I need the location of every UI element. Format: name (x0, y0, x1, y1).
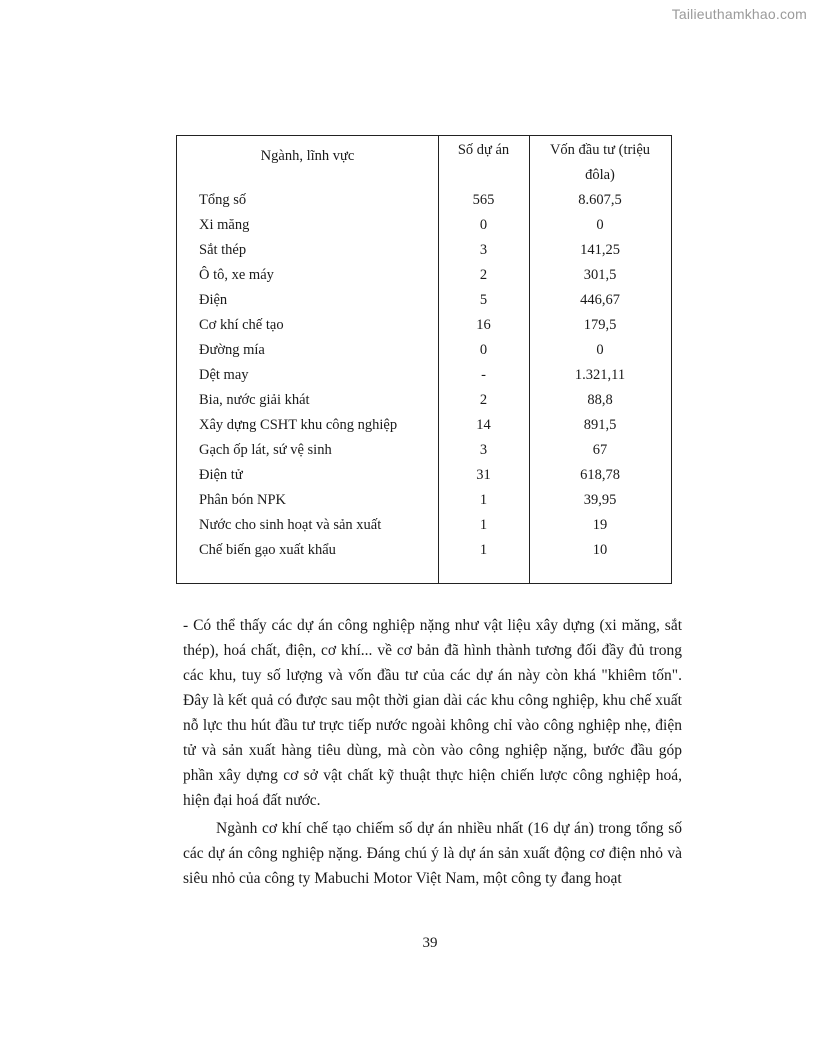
table-body (177, 188, 671, 563)
cell-projects: 1 (479, 517, 488, 533)
watermark: Tailieuthamkhao.com (671, 6, 807, 22)
cell-projects: 3 (479, 442, 488, 458)
cell-sector: Tổng số (199, 192, 247, 208)
cell-sector: Dệt may (199, 367, 249, 383)
paragraph-mechanical: Ngành cơ khí chế tạo chiếm số dự án nhiều nhất (16 dự án) trong tổng số các dự án công nghiệp nặng. Đáng chú ý là dự án sản xuất động cơ điện nhỏ và siêu nhỏ của công ty Mabuchi Motor Việt Nam, một công ty đang hoạt (183, 820, 682, 887)
table-row (177, 438, 671, 463)
cell-capital: 0 (596, 342, 604, 358)
cell-capital: 8.607,5 (578, 192, 622, 208)
table-row (177, 313, 671, 338)
header-capital (529, 138, 671, 188)
paragraph-heavy-industry: - Có thể thấy các dự án công nghiệp nặng như vật liệu xây dựng (xi măng, sắt thép), hoá chất, điện, cơ khí... về cơ bản đã hình thành tương đối đầy đủ trong các khu, tuy số lượng và vốn đầu tư của các dự án này còn khá "khiêm tốn". Đây là kết quả có được sau một thời gian dài các khu công nghiệp, khu chế xuất nỗ lực thu hút đầu tư trực tiếp nước ngoài không chỉ vào công nghiệp nhẹ, điện tử và sản xuất hàng tiêu dùng, mà còn vào công nghiệp nặng, bước đầu góp phần xây dựng cơ sở vật chất kỹ thuật thực hiện chiến lược công nghiệp hoá, hiện đại hoá đất nước. (183, 617, 682, 809)
cell-sector: Đường mía (199, 342, 265, 358)
cell-projects: 2 (479, 267, 488, 283)
cell-capital: 618,78 (580, 467, 620, 483)
header-capital-line1: Vốn đầu tư (triệu (549, 142, 651, 158)
cell-capital: 19 (592, 517, 608, 533)
table-row (177, 538, 671, 563)
table-row (177, 338, 671, 363)
table-row (177, 388, 671, 413)
header-projects: Số dự án (457, 142, 510, 158)
cell-sector: Ô tô, xe máy (199, 267, 274, 283)
cell-capital: 446,67 (580, 292, 620, 308)
table-row (177, 188, 671, 213)
table-row (177, 513, 671, 538)
cell-capital: 1.321,11 (574, 367, 626, 383)
cell-sector: Xây dựng CSHT khu công nghiệp (199, 417, 398, 433)
cell-projects: 1 (479, 542, 488, 558)
cell-projects: - (481, 367, 486, 383)
header-sector: Ngành, lĩnh vực (260, 148, 355, 164)
cell-projects: 2 (479, 392, 488, 408)
cell-capital: 10 (592, 542, 608, 558)
cell-projects: 0 (479, 217, 488, 233)
cell-capital: 67 (592, 442, 608, 458)
cell-projects: 14 (476, 417, 491, 433)
cell-projects: 5 (479, 292, 488, 308)
cell-sector: Gạch ốp lát, sứ vệ sinh (199, 442, 332, 458)
cell-capital: 141,25 (580, 242, 620, 258)
table-row (177, 238, 671, 263)
table-row (177, 463, 671, 488)
table-row (177, 413, 671, 438)
cell-sector: Điện (199, 292, 228, 308)
cell-projects: 565 (472, 192, 495, 208)
cell-sector: Bia, nước giải khát (199, 392, 310, 408)
table-row (177, 263, 671, 288)
page-number: 39 (422, 935, 438, 951)
cell-capital: 39,95 (583, 492, 617, 508)
cell-sector: Phân bón NPK (199, 492, 287, 508)
table-row (177, 213, 671, 238)
header-capital-line2: đôla) (585, 167, 615, 183)
investment-table (176, 135, 672, 584)
cell-capital: 0 (596, 217, 604, 233)
cell-sector: Chế biến gạo xuất khẩu (199, 542, 336, 558)
table-row (177, 363, 671, 388)
cell-capital: 891,5 (583, 417, 617, 433)
cell-sector: Nước cho sinh hoạt và sản xuất (199, 517, 382, 533)
cell-projects: 0 (479, 342, 488, 358)
cell-projects: 1 (479, 492, 488, 508)
cell-capital: 88,8 (587, 392, 613, 408)
cell-projects: 31 (476, 467, 491, 483)
cell-projects: 3 (479, 242, 488, 258)
cell-projects: 16 (476, 317, 491, 333)
cell-sector: Xi măng (199, 217, 250, 233)
cell-capital: 179,5 (583, 317, 617, 333)
cell-sector: Sắt thép (199, 242, 247, 258)
cell-sector: Điện tử (199, 467, 243, 483)
cell-sector: Cơ khí chế tạo (199, 317, 284, 333)
table-row (177, 288, 671, 313)
cell-capital: 301,5 (583, 267, 617, 283)
table-row (177, 488, 671, 513)
